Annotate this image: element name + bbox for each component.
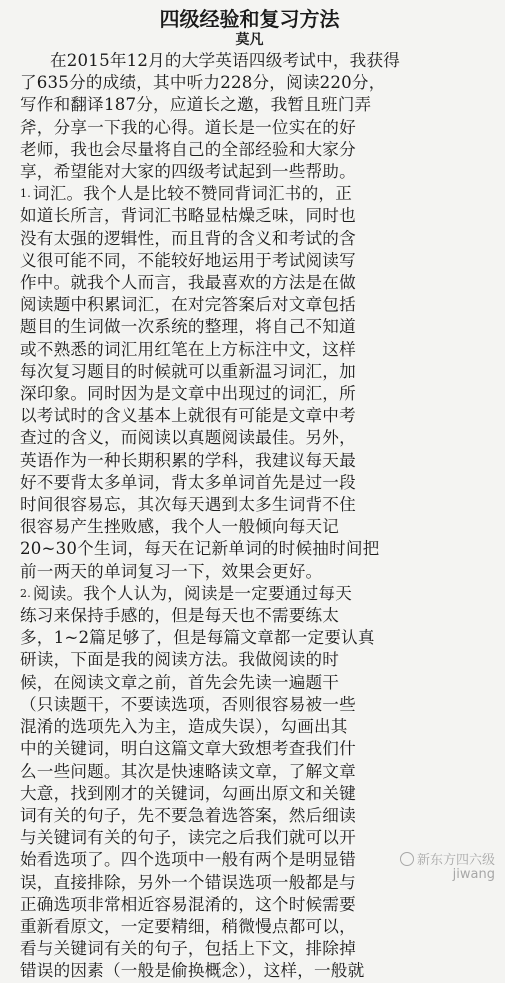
text-line: （只读题干，不要读选项，否则很容易被一些 — [20, 694, 356, 714]
text-line: 大意，找到刚才的关键词，勾画出原文和关键 — [20, 783, 356, 803]
text-line: 了635分的成绩，其中听力228分，阅读220分， — [20, 73, 386, 93]
text-line: 时间很容易忘，其次每天遇到太多生词背不住 — [20, 495, 356, 515]
weibo-icon — [400, 852, 414, 866]
text-line: 在2015年12月的大学英语四级考试中，我获得 — [50, 51, 401, 70]
text-line: 中的关键词，明白这篇文章大致想考查我们什 — [20, 739, 356, 759]
text-line: 深印象。同时因为是文章中出现过的词汇，所 — [20, 384, 356, 404]
section-heading-reading — [20, 583, 479, 605]
text-line: 词有关的句子，先不要急着选答案，然后细读 — [20, 805, 356, 825]
text-line: 研读，下面是我的阅读方法。我做阅读的时 — [20, 650, 340, 670]
text-line: 题目的生词做一次系统的整理，将自己不知道 — [20, 317, 356, 337]
text-line: 错误的因素（一般是偷换概念），这样，一般就 — [20, 961, 365, 981]
text-line: 享，希望能对大家的四级考试起到一些帮助。 — [20, 162, 356, 182]
text-line: 作中。就我个人而言，我最喜欢的方法是在做 — [20, 273, 356, 293]
section-heading-vocabulary — [20, 183, 479, 205]
text-line: 好不要背太多单词，背太多单词首先是过一段 — [20, 472, 356, 492]
text-line: 看与关键词有关的句子，包括上下文，排除掉 — [20, 939, 356, 959]
text-line: 或不熟悉的词汇用红笔在上方标注中文，这样 — [20, 339, 356, 359]
text-line: 阅读。我个人认为，阅读是一定要通过每天 — [32, 583, 352, 603]
text-line: 阅读题中积累词汇，在对完答案后对文章包括 — [20, 295, 356, 315]
text-line: 写作和翻译187分，应道长之邀，我暂且班门弄 — [20, 95, 372, 115]
text-line: 么一些问题。其次是快速略读文章，了解文章 — [20, 761, 356, 781]
text-line: 词汇。我个人是比较不赞同背词汇书的，正 — [32, 184, 352, 204]
text-line: 以考试时的含义基本上就很有可能是文章中考 — [20, 406, 356, 426]
watermark-brand: 新东方四六级 — [416, 853, 495, 868]
text-line: 练习来保持手感的，但是每天也不需要练太 — [20, 606, 340, 626]
text-line: 英语作为一种长期积累的学科，我建议每天最 — [20, 450, 356, 470]
document-title: 四级经验和复习方法 — [159, 7, 340, 31]
document-body — [20, 50, 479, 983]
text-line: 前一两天的单词复习一下，效果会更好。 — [20, 561, 323, 581]
document-author: 莫凡 — [235, 32, 264, 48]
text-line: 每次复习题目的时候就可以重新温习词汇，加 — [20, 361, 356, 381]
text-line: 正确选项非常相近容易混淆的，这个时候需要 — [20, 894, 356, 914]
text-line: 义很可能不同，不能较好地运用于考试阅读写 — [20, 250, 356, 270]
text-line: 与关键词有关的句子，读完之后我们就可以开 — [20, 828, 356, 848]
watermark — [400, 852, 495, 882]
text-line: 始看选项了。四个选项中一般有两个是明显错 — [20, 850, 356, 870]
text-line: 没有太强的逻辑性，而且背的含义和考试的含 — [20, 228, 356, 248]
section-number: 2. — [20, 586, 31, 600]
text-line: 查过的含义，而阅读以真题阅读最佳。另外， — [20, 428, 356, 448]
watermark-handle: jiwang — [452, 867, 495, 882]
text-line: 多，1~2篇足够了，但是每篇文章都一定要认真 — [20, 628, 375, 648]
text-line: 混淆的选项先入为主，造成失误），勾画出其 — [20, 717, 348, 737]
text-line: 20~30个生词，每天在记新单词的时候抽时间把 — [20, 539, 380, 559]
text-line: 如道长所言，背词汇书略显枯燥乏味，同时也 — [20, 206, 356, 226]
text-line: 重新看原文，一定要精细，稍微慢点都可以， — [20, 916, 356, 936]
text-line: 误，直接排除，另外一个错误选项一般都是与 — [20, 872, 356, 892]
text-line: 老师，我也会尽量将自己的全部经验和大家分 — [20, 139, 356, 159]
text-line: 候，在阅读文章之前，首先会先读一遍题干 — [20, 672, 340, 692]
text-line: 斧，分享一下我的心得。道长是一位实在的好 — [20, 117, 356, 137]
section-number: 1. — [20, 187, 31, 201]
text-line: 很容易产生挫败感，我个人一般倾向每天记 — [20, 517, 340, 537]
